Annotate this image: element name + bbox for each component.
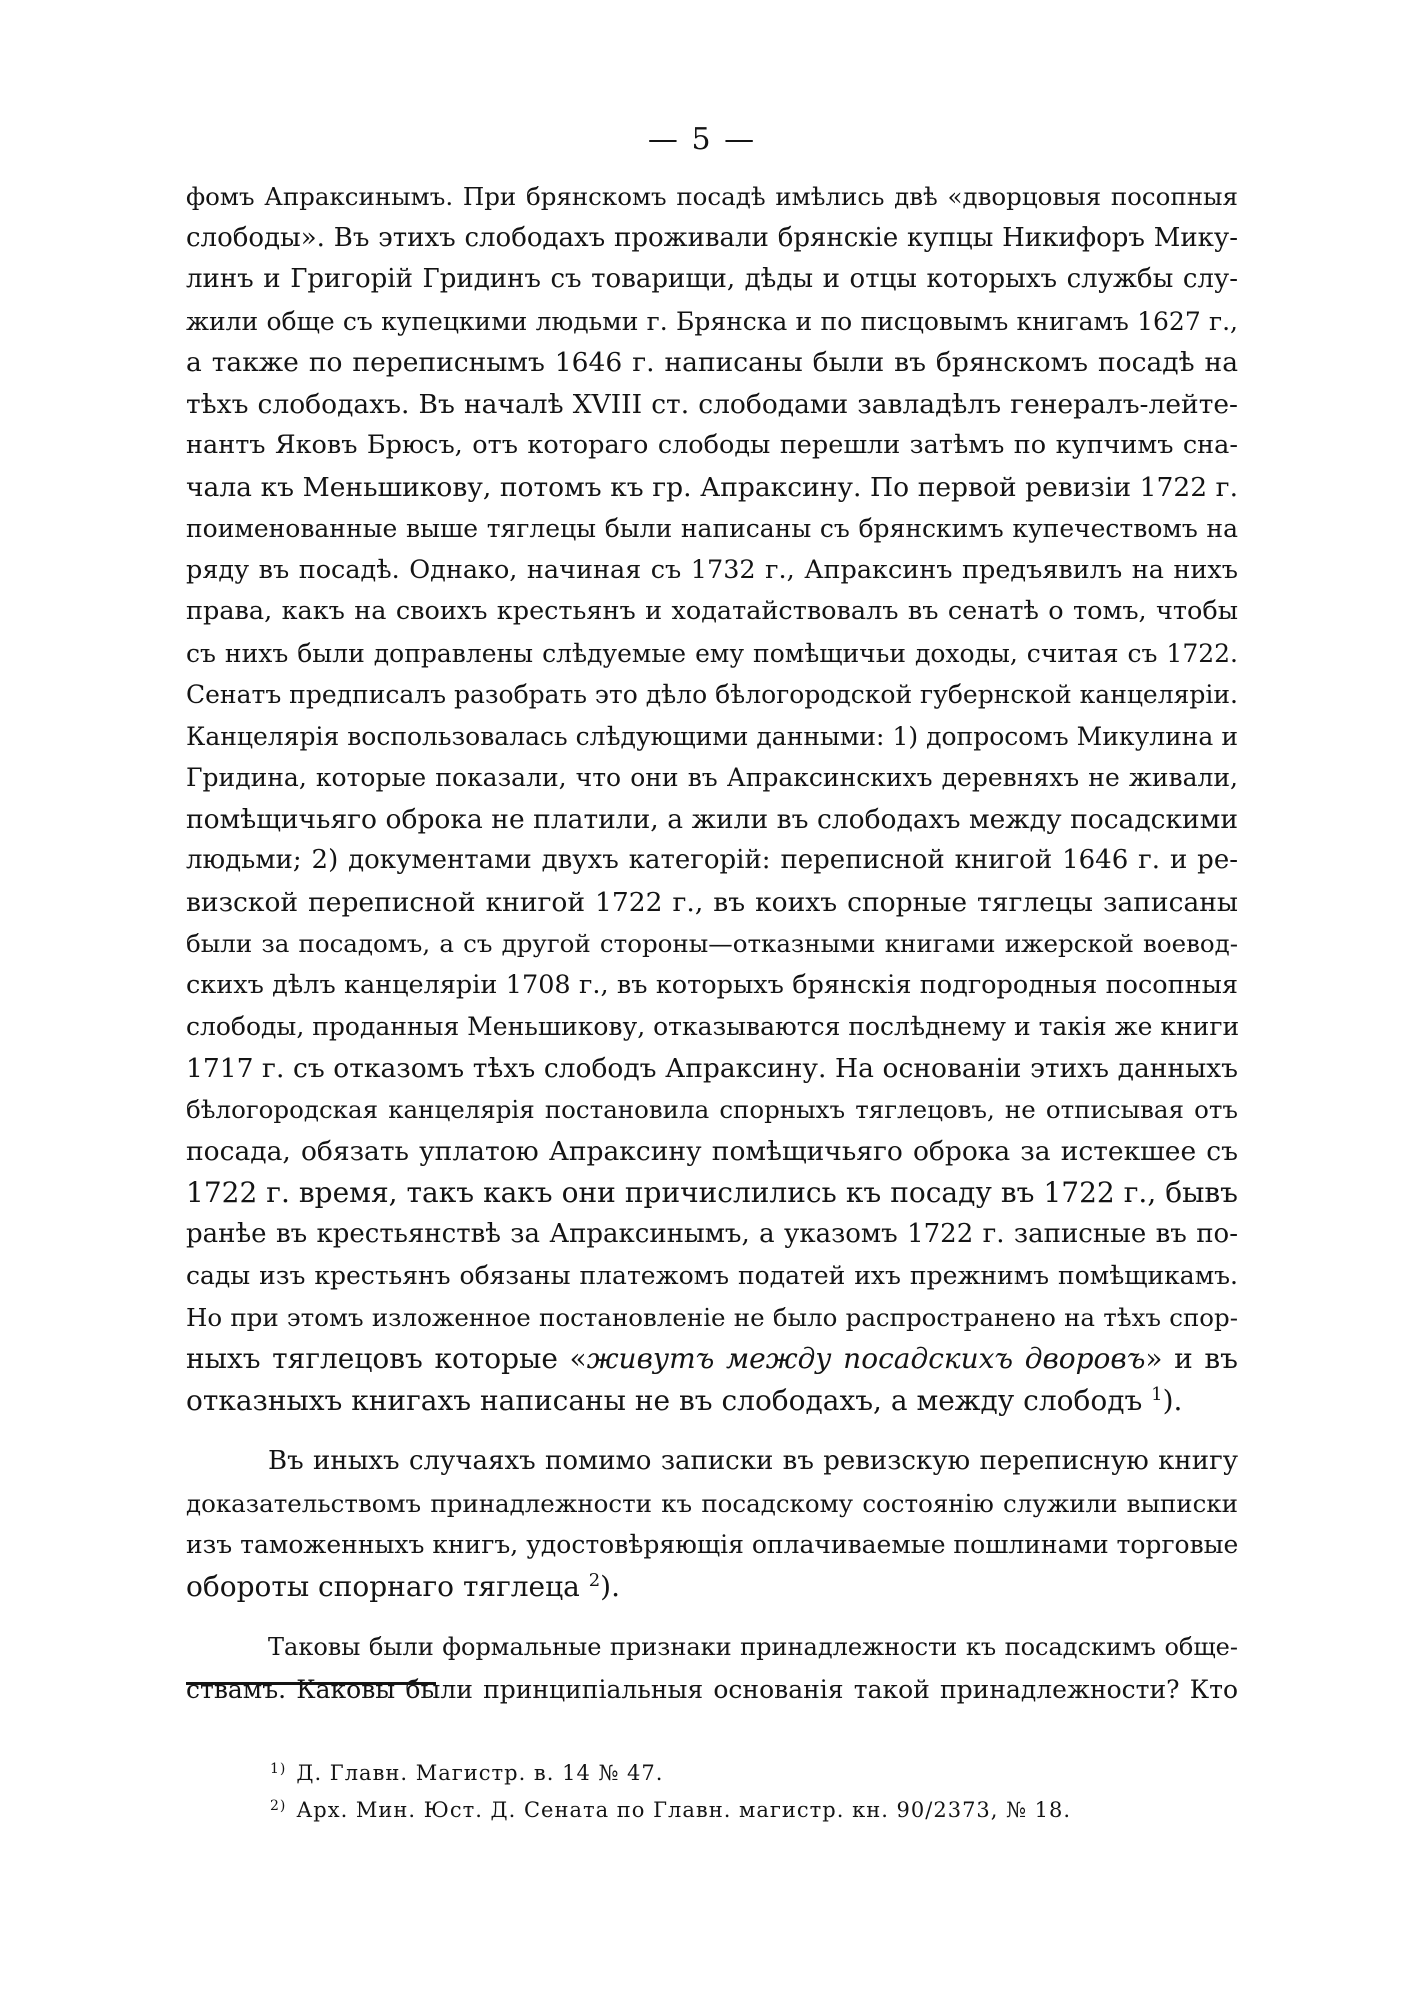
text-line: жили обще съ купецкими людьми г. Брянска и по писцовымъ книгамъ 1627 г., [186,306,1238,336]
text-line: бѣлогородская канцелярія постановила спорныхъ тяглецовъ, не отписывая отъ [186,1095,1238,1124]
text-line: тѣхъ слободахъ. Въ началѣ XVIII ст. слободами завладѣлъ генералъ-лейте- [186,388,1238,420]
text-line: Сенатъ предписалъ разобрать это дѣло бѣлогородской губернской канцеляріи. [186,680,1238,709]
text-line: посада, обязать уплатою Апраксину помѣщичьяго оброка за истекшее съ [186,1135,1238,1167]
text-line: слободы, проданныя Меньшикову, отказываются послѣднему и такія же книги [186,1012,1240,1041]
text-line: слободы». Въ этихъ слободахъ проживали брянскіе купцы Никифоръ Мику- [186,222,1238,253]
ref-close: ). [600,1569,620,1603]
footnotes [270,1753,1230,1827]
footnote-ref-1: 1 [1151,1383,1163,1405]
paragraph-gap [186,1421,1238,1441]
text-line: людьми; 2) документами двухъ категорій: переписной книгой 1646 г. и ре- [186,845,1238,875]
footnote-1 [270,1753,1230,1790]
text-line: ствамъ. Каковы были принципіальныя основанія такой принадлежности? Кто [186,1674,1238,1704]
text-line-with-italic-quote [186,1338,1238,1380]
text-line: а также по переписнымъ 1646 г. написаны были въ брянскомъ посадѣ на [186,347,1238,378]
text-line: фомъ Апраксинымъ. При брянскомъ посадѣ имѣлись двѣ «дворцовыя посопныя [186,182,1238,211]
paragraph-1 [186,176,1238,1421]
page-number: — 5 — [647,122,757,157]
text-line: линъ и Григорій Гридинъ съ товарищи, дѣды и отцы которыхъ службы слу- [186,264,1238,294]
footnote-text: Арх. Мин. Юст. Д. Сената по Главн. магистр. кн. 90/2373, № 18. [296,1798,1072,1822]
text-line: Въ иныхъ случаяхъ помимо записки въ ревизскую переписную книгу [268,1446,1238,1476]
footnote-divider [186,1682,436,1685]
text-line: Таковы были формальные признаки принадлежности къ посадскимъ обще- [268,1633,1238,1661]
italic-quote: живутъ между посадскихъ дворовъ [586,1342,1146,1375]
text-line: чала къ Меньшикову, потомъ къ гр. Апраксину. По первой ревизіи 1722 г. [186,471,1238,503]
quote-prefix: ныхъ тяглецовъ которые « [186,1342,587,1375]
text-line-with-footnote-ref [186,1566,1238,1608]
text-line: нантъ Яковъ Брюсъ, отъ котораго слободы перешли затѣмъ по купчимъ сна- [186,430,1238,460]
text-line: 1722 г. время, такъ какъ они причислились къ посаду въ 1722 г., бывъ [186,1176,1238,1209]
paragraph-gap [186,1607,1238,1627]
footnote-2 [270,1790,1230,1827]
footnote-mark: 1) [270,1761,287,1777]
paragraph-3 [186,1627,1238,1710]
text-line: Гридина, которые показали, что они въ Апраксинскихъ деревняхъ не живали, [186,763,1238,792]
paragraph-2 [186,1441,1238,1607]
text-line: помѣщичьяго оброка не платили, а жили въ слободахъ между посадскими [186,803,1238,835]
text-line: поименованные выше тяглецы были написаны съ брянскимъ купечествомъ на [186,514,1238,543]
line-text: отказныхъ книгахъ написаны не въ слободахъ, а между слободъ [186,1383,1152,1417]
ref-close: ). [1162,1383,1183,1417]
footnote-text: Д. Главн. Магистр. в. 14 № 47. [296,1761,664,1785]
text-line: ранѣе въ крестьянствѣ за Апраксинымъ, а указомъ 1722 г. записные въ по- [186,1218,1238,1249]
text-line: права, какъ на своихъ крестьянъ и ходатайствовалъ въ сенатѣ о томъ, чтобы [186,596,1238,626]
line-text: обороты спорнаго тяглеца [186,1569,589,1603]
text-line: сады изъ крестьянъ обязаны платежомъ податей ихъ прежнимъ помѣщикамъ. [186,1261,1238,1290]
text-line: изъ таможенныхъ книгъ, удостовѣряющія оплачиваемые пошлинами торговые [186,1530,1239,1559]
footnote-ref-2: 2 [588,1569,601,1591]
text-line: 1717 г. съ отказомъ тѣхъ слободъ Апраксину. На основаніи этихъ данныхъ [186,1052,1238,1084]
text-line: Канцелярія воспользовалась слѣдующими данными: 1) допросомъ Микулина и [186,721,1238,751]
quote-suffix: » и въ [1145,1342,1238,1375]
body-text [186,176,1238,1710]
text-line: доказательствомъ принадлежности къ посадскому состоянію служили выписки [186,1488,1238,1518]
text-line-with-footnote-ref [186,1380,1238,1422]
text-line: скихъ дѣлъ канцеляріи 1708 г., въ которыхъ брянскія подгородныя посопныя [186,969,1238,1000]
text-line: съ нихъ были доправлены слѣдуемые ему помѣщичьи доходы, считая съ 1722. [186,638,1238,668]
text-line: Но при этомъ изложенное постановленіе не было распространено на тѣхъ спор- [186,1302,1238,1332]
text-line: визской переписной книгой 1722 г., въ коихъ спорные тяглецы записаны [186,886,1238,918]
footnote-mark: 2) [270,1798,287,1814]
text-line: ряду въ посадѣ. Однако, начиная съ 1732 г., Апраксинъ предъявилъ на нихъ [186,554,1238,585]
text-line: были за посадомъ, а съ другой стороны—отказными книгами ижерской воевод- [186,929,1238,958]
